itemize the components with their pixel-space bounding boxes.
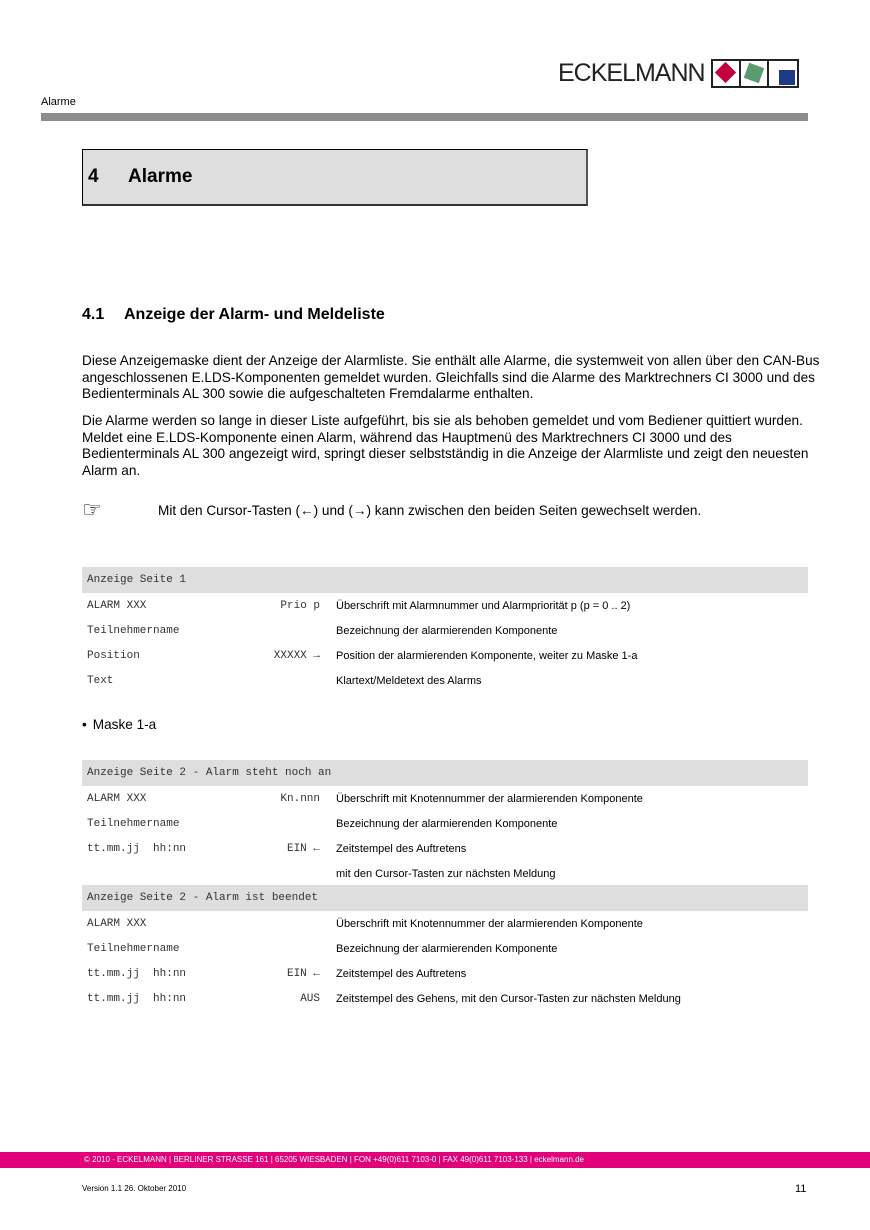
eckelmann-logo: [558, 58, 799, 88]
table-row: [82, 986, 808, 1011]
row-description: mit den Cursor-Tasten zur nächsten Meldung: [336, 867, 556, 880]
bullet-icon: •: [82, 717, 87, 732]
row-description: Klartext/Meldetext des Alarms: [336, 674, 482, 687]
screen-text: tt.mm.jj hh:nn: [87, 967, 187, 980]
footer-address: © 2010 - ECKELMANN | BERLINER STRASSE 161 | 65205 WIESBADEN | FON +49(0)611 7103-0 | FAX 49(0)611 7103-133 | eckelmann.de: [84, 1155, 585, 1164]
screen-value: AUS: [300, 992, 320, 1005]
table-row: [82, 643, 808, 668]
bullet-item: [82, 717, 156, 732]
table-row: [82, 961, 808, 986]
logo-text: ECKELMANN: [558, 59, 705, 87]
row-description: Überschrift mit Knotennummer der alarmierenden Komponente: [336, 917, 643, 930]
screen-text: Teilnehmername: [87, 942, 180, 955]
screen-text: Teilnehmername: [87, 624, 180, 637]
table-header: Anzeige Seite 1: [82, 567, 808, 593]
screen-value: EIN ←: [286, 842, 320, 855]
section-heading: [82, 306, 385, 324]
paragraph: Diese Anzeigemaske dient der Anzeige der Alarmliste. Sie enthält alle Alarme, die systemweit von allen über den CAN-Bus angeschlossenen E.LDS-Komponenten gemeldet wurden. Gleichfalls sind die Alarme des Marktrechners CI 3000 und des Bedienterminals AL 300 sowie die aufgeschalteten Fremdalarme enthalten.: [82, 353, 820, 401]
row-description: Bezeichnung der alarmierenden Komponente: [336, 942, 558, 955]
footer-bar: [0, 1152, 870, 1168]
row-description: Überschrift mit Knotennummer der alarmierenden Komponente: [336, 792, 643, 805]
table-row: [82, 911, 808, 936]
table-row: [82, 593, 808, 618]
table-row: [82, 936, 808, 961]
logo-green-square-icon: [741, 61, 769, 86]
display-table-page-2-ended: [82, 885, 808, 1011]
row-description: Zeitstempel des Auftretens: [336, 842, 467, 855]
screen-value: XXXXX →: [273, 649, 320, 662]
row-description: Zeitstempel des Gehens, mit den Cursor-Tasten zur nächsten Meldung: [336, 992, 681, 1005]
screen-text: ALARM XXX: [87, 917, 147, 930]
table-row: [82, 668, 808, 693]
screen-value: EIN ←: [286, 967, 320, 980]
running-head: Alarme: [41, 96, 76, 108]
screen-text: ALARM XXX: [87, 599, 147, 612]
paragraph: Die Alarme werden so lange in dieser Liste aufgeführt, bis sie als behoben gemeldet und vom Bediener quittiert wurden. Meldet eine E.LDS-Komponente einen Alarm, während das Hauptmenü des Marktrechners CI 3000 und des Bedienterminals AL 300 angezeigt wird, springt dieser selbstständig in die Anzeige der Alarmliste und zeigt den neuesten Alarm an.: [82, 413, 809, 478]
chapter-title: Alarme: [128, 166, 193, 187]
table-row: [82, 618, 808, 643]
page-number: 11: [795, 1183, 807, 1195]
row-description: Bezeichnung der alarmierenden Komponente: [336, 624, 558, 637]
logo-red-square-icon: [713, 61, 741, 86]
row-description: Position der alarmierenden Komponente, weiter zu Maske 1-a: [336, 649, 638, 662]
display-table-page-1: [82, 567, 808, 693]
note-text: Mit den Cursor-Tasten (←) und (→) kann zwischen den beiden Seiten gewechselt werden.: [158, 502, 702, 518]
table-row: [82, 836, 808, 861]
screen-text: tt.mm.jj hh:nn: [87, 842, 187, 855]
table-row: [82, 861, 808, 886]
display-table-page-2-active: [82, 760, 808, 886]
screen-text: ALARM XXX: [87, 792, 147, 805]
section-number: 4.1: [82, 306, 105, 323]
section-title: Anzeige der Alarm- und Meldeliste: [124, 306, 385, 323]
version-info: Version 1.1 26. Oktober 2010: [82, 1184, 187, 1193]
chapter-number: 4: [88, 166, 99, 187]
row-description: Überschrift mit Alarmnummer und Alarmpriorität p (p = 0 .. 2): [336, 599, 631, 612]
logo-mark: [711, 59, 799, 88]
table-row: [82, 811, 808, 836]
note: [82, 497, 701, 523]
screen-value: Prio p: [280, 599, 320, 612]
screen-text: Teilnehmername: [87, 817, 180, 830]
pointing-hand-icon: ☞: [82, 497, 102, 522]
screen-text: tt.mm.jj hh:nn: [87, 992, 187, 1005]
table-header: Anzeige Seite 2 - Alarm steht noch an: [82, 760, 808, 786]
row-description: Bezeichnung der alarmierenden Komponente: [336, 817, 558, 830]
screen-text: Text: [87, 674, 114, 687]
chapter-heading: [82, 149, 588, 206]
bullet-text: Maske 1-a: [92, 717, 157, 732]
screen-text: Position: [87, 649, 140, 662]
table-row: [82, 786, 808, 811]
row-description: Zeitstempel des Auftretens: [336, 967, 467, 980]
screen-value: Kn.nnn: [280, 792, 320, 805]
logo-blue-square-icon: [769, 61, 797, 86]
table-header: Anzeige Seite 2 - Alarm ist beendet: [82, 885, 808, 911]
header-rule: [41, 113, 808, 121]
